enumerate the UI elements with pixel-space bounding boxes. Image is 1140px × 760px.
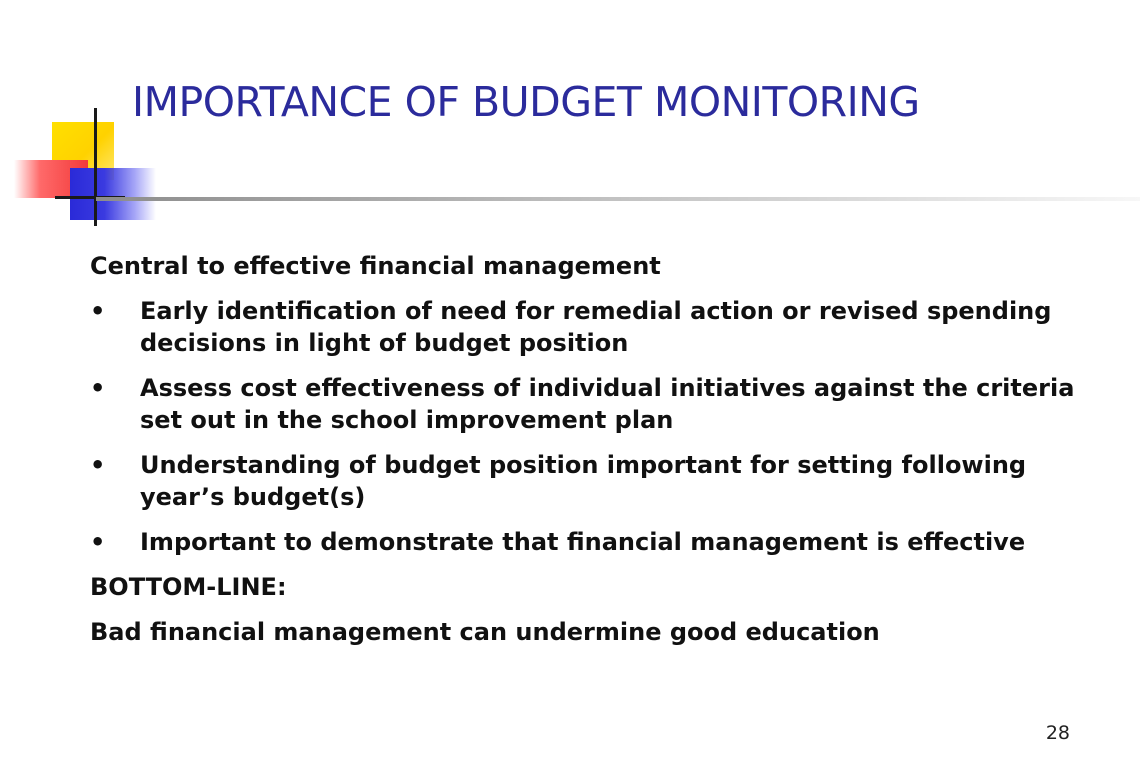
- vertical-line-decoration: [94, 108, 97, 226]
- bullet-item: [90, 372, 1080, 436]
- bullet-text: Early identification of need for remedial action or revised spending decisions in light of budget position: [140, 297, 1052, 357]
- intro-text: Central to effective financial management: [90, 252, 661, 280]
- bullet-dot-icon: •: [90, 451, 106, 479]
- bullet-dot-icon: •: [90, 297, 106, 325]
- bullet-item: [90, 449, 1080, 513]
- bullet-dot-icon: •: [90, 374, 106, 402]
- bottom-line-text: Bad financial management can undermine good education: [90, 618, 880, 646]
- slide-body: [90, 250, 1080, 661]
- bullet-text: Assess cost effectiveness of individual initiatives against the criteria set out in the school improvement plan: [140, 374, 1075, 434]
- bullet-text: Important to demonstrate that financial management is effective: [140, 528, 1026, 556]
- bullet-list: [90, 295, 1080, 558]
- title-underline-rule: [96, 197, 1140, 201]
- bottom-line-label: BOTTOM-LINE:: [90, 573, 287, 601]
- bullet-item: [90, 526, 1080, 558]
- bullet-item: [90, 295, 1080, 359]
- slide-title: IMPORTANCE OF BUDGET MONITORING: [132, 78, 920, 126]
- bullet-dot-icon: •: [90, 528, 106, 556]
- bullet-text: Understanding of budget position important for setting following year’s budget(s): [140, 451, 1027, 511]
- blue-square-decoration: [70, 168, 156, 220]
- page-number: 28: [1045, 722, 1070, 744]
